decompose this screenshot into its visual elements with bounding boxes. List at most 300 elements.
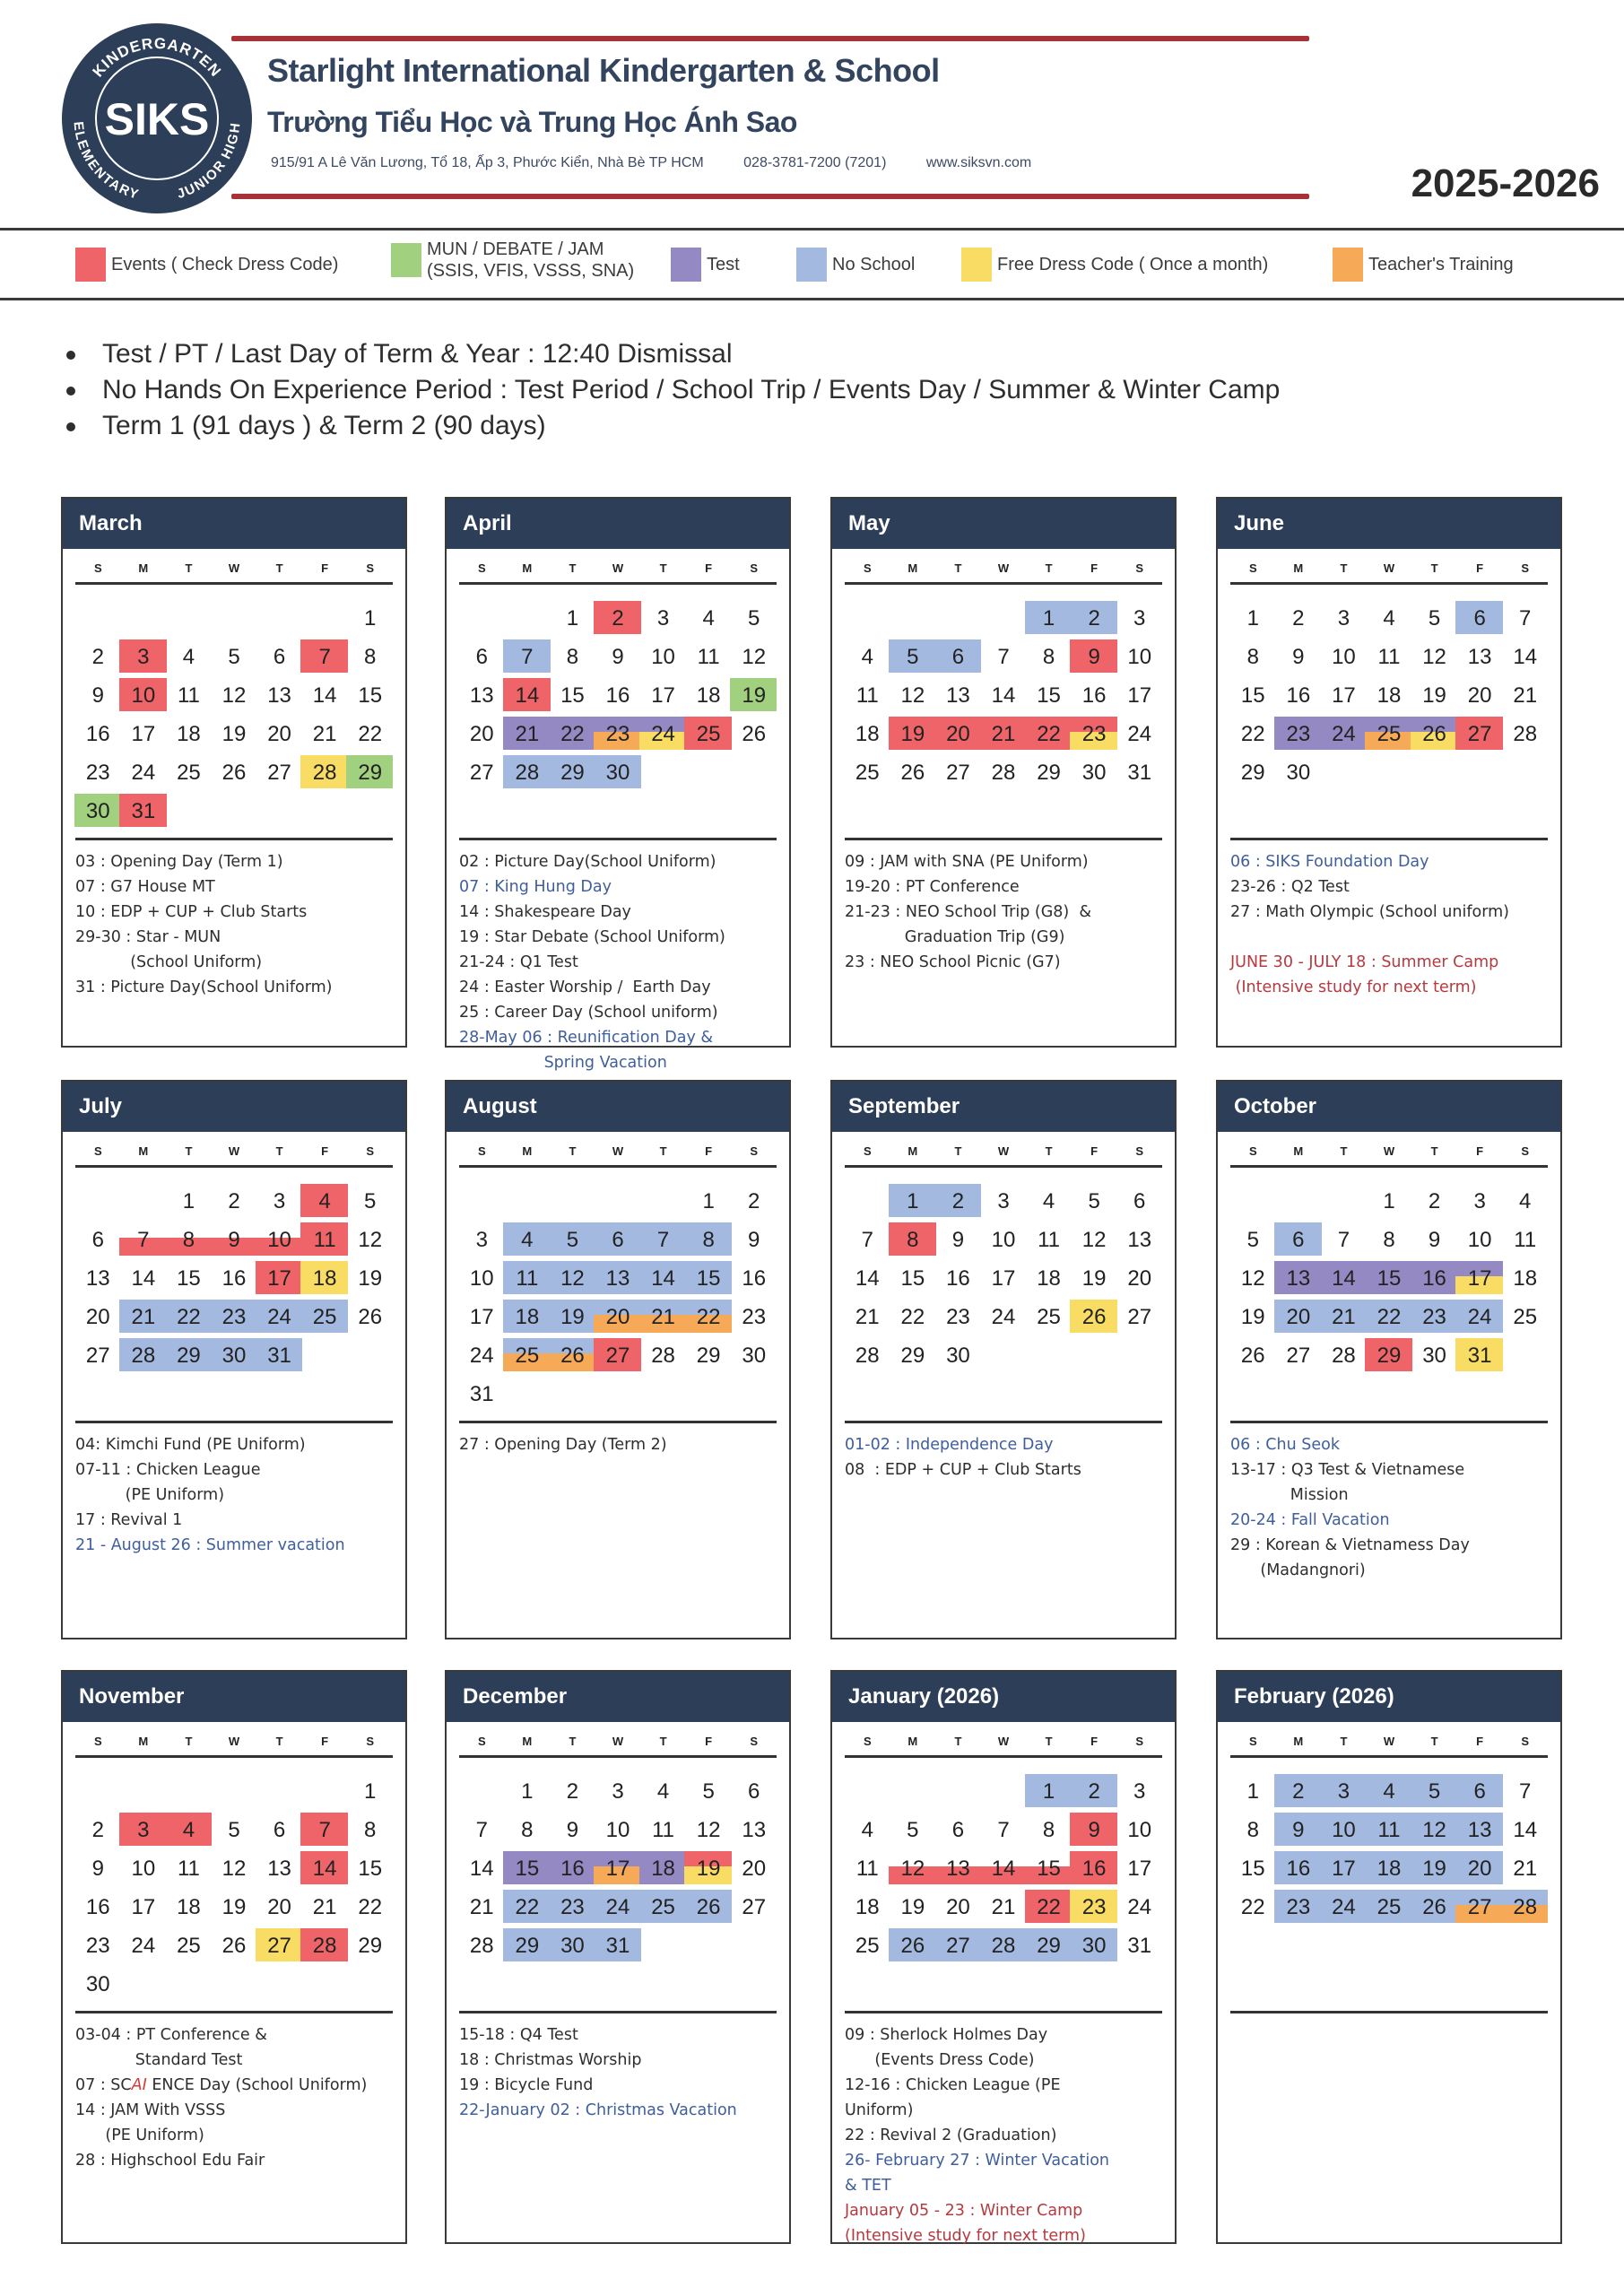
- weekday-label: F: [1476, 1735, 1484, 1748]
- day-cell: 19: [900, 1895, 925, 1919]
- event-line: 04: Kimchi Fund (PE Uniform): [75, 1436, 306, 1454]
- day-cell: 21: [515, 722, 540, 746]
- event-line: 28 : Highschool Edu Fair: [75, 2152, 265, 2170]
- logo-ring-left: ELEMENTARY: [70, 120, 141, 203]
- day-cell: 7: [475, 1818, 488, 1842]
- day-cell: 12: [560, 1266, 585, 1291]
- day-cell: 1: [702, 1189, 715, 1213]
- day-cell: 8: [566, 645, 579, 669]
- day-cell: 1: [1042, 1779, 1055, 1804]
- day-cell: 4: [182, 645, 195, 669]
- day-cell: 16: [85, 1895, 110, 1919]
- empty-cell: [166, 1772, 212, 1811]
- month-title: February (2026): [1218, 1672, 1560, 1722]
- logo-center-text: SIKS: [104, 94, 210, 144]
- day-cell: 28: [312, 1934, 337, 1958]
- day-cell: 8: [364, 645, 377, 669]
- day-cell: 23: [221, 1305, 247, 1329]
- note-item: Term 1 (91 days ) & Term 2 (90 days): [63, 408, 1280, 444]
- day-cell: 11: [313, 1228, 336, 1252]
- day-cell: 28: [651, 1344, 675, 1368]
- event-line: (PE Uniform): [75, 2126, 204, 2144]
- day-cell: 9: [1292, 1818, 1305, 1842]
- day-grid: [1230, 599, 1548, 831]
- event-line: 22 : Revival 2 (Graduation): [845, 2126, 1057, 2144]
- day-cell: 2: [1292, 606, 1305, 631]
- day-cell: 6: [475, 645, 488, 669]
- day-cell: 27: [1467, 1895, 1492, 1919]
- events-divider: [459, 1421, 777, 1423]
- day-cell: 1: [364, 606, 377, 631]
- day-cell: 21: [312, 1895, 337, 1919]
- day-grid: [1230, 1182, 1548, 1413]
- empty-cell: [302, 599, 348, 638]
- day-cell: 15: [900, 1266, 925, 1291]
- day-cell: 29: [1037, 1934, 1061, 1958]
- weekday-header: [845, 1144, 1162, 1168]
- event-line: Graduation Trip (G9): [845, 928, 1065, 946]
- events-list: [845, 849, 1162, 975]
- day-cell: 4: [702, 606, 715, 631]
- day-cell: 27: [946, 761, 970, 785]
- day-cell: 31: [131, 799, 156, 823]
- month-card: [1216, 497, 1562, 1048]
- day-cell: 17: [605, 1857, 630, 1881]
- event-line: 28-May 06 : Reunification Day &: [459, 1029, 714, 1047]
- day-cell: 19: [1422, 1857, 1446, 1881]
- day-cell: 5: [1428, 606, 1441, 631]
- day-cell: 24: [267, 1305, 291, 1329]
- day-cell: 16: [946, 1266, 970, 1291]
- weekday-label: W: [997, 1144, 1010, 1158]
- day-cell: 14: [855, 1266, 880, 1291]
- day-cell: 21: [1513, 683, 1538, 708]
- day-cell: 6: [1473, 1779, 1486, 1804]
- day-cell: 5: [364, 1189, 377, 1213]
- day-cell: 25: [651, 1895, 675, 1919]
- month-card: [61, 1670, 407, 2244]
- day-cell: 15: [560, 683, 585, 708]
- month-title: October: [1218, 1082, 1560, 1132]
- weekday-label: T: [1340, 1735, 1348, 1748]
- day-cell: 2: [951, 1189, 965, 1213]
- day-cell: 17: [1332, 1857, 1356, 1881]
- day-cell: 6: [612, 1228, 624, 1252]
- day-cell: 24: [131, 761, 156, 785]
- day-cell: 28: [991, 761, 1016, 785]
- events-list: [75, 849, 393, 1000]
- header-top-rule: [231, 36, 1309, 41]
- weekday-label: F: [1090, 561, 1099, 575]
- day-cell: 18: [1376, 1857, 1402, 1881]
- empty-cell: [75, 1772, 121, 1811]
- weekday-header: [845, 1735, 1162, 1758]
- month-title: April: [447, 499, 789, 549]
- legend-label: MUN / DEBATE / JAM (SSIS, VFIS, VSSS, SNA): [427, 239, 635, 281]
- day-cell: 20: [1467, 683, 1492, 708]
- day-cell: 10: [267, 1228, 291, 1252]
- day-cell: 26: [221, 761, 247, 785]
- day-cell: 4: [182, 1818, 195, 1842]
- empty-cell: [935, 599, 981, 638]
- month-title: March: [63, 499, 405, 549]
- weekday-label: T: [1430, 561, 1438, 575]
- day-cell: 13: [946, 683, 970, 708]
- empty-cell: [981, 1772, 1027, 1811]
- empty-cell: [505, 1182, 551, 1221]
- day-cell: 9: [1088, 1818, 1100, 1842]
- weekday-label: F: [705, 1735, 713, 1748]
- weekday-label: T: [1430, 1735, 1438, 1748]
- events-list: [845, 1432, 1162, 1483]
- empty-cell: [256, 1772, 302, 1811]
- day-cell: 5: [907, 645, 919, 669]
- weekday-label: M: [138, 1735, 149, 1748]
- day-cell: 10: [1127, 645, 1152, 669]
- day-cell: 25: [855, 1934, 880, 1958]
- event-line: 09 : Sherlock Holmes Day: [845, 2026, 1048, 2044]
- day-cell: 11: [177, 1857, 200, 1881]
- month-title: January (2026): [832, 1672, 1175, 1722]
- day-cell: 1: [1246, 1779, 1259, 1804]
- empty-cell: [550, 1182, 595, 1221]
- weekday-label: W: [612, 1144, 624, 1158]
- day-cell: 7: [137, 1228, 150, 1252]
- day-cell: 7: [656, 1228, 670, 1252]
- day-cell: 5: [748, 606, 760, 631]
- empty-cell: [890, 1772, 936, 1811]
- day-cell: 3: [137, 645, 150, 669]
- legend-item-mun: [391, 239, 634, 282]
- day-cell: 26: [900, 761, 925, 785]
- event-line: 29-30 : Star - MUN: [75, 928, 221, 946]
- day-cell: 13: [946, 1857, 970, 1881]
- empty-cell: [459, 1772, 505, 1811]
- weekday-label: S: [93, 1144, 102, 1158]
- events-list: [1230, 1432, 1548, 1583]
- day-cell: 6: [951, 645, 965, 669]
- day-cell: 21: [312, 722, 337, 746]
- event-line: 27 : Opening Day (Term 2): [459, 1436, 667, 1454]
- event-line: 20-24 : Fall Vacation: [1230, 1511, 1390, 1529]
- day-cell: 5: [907, 1818, 919, 1842]
- event-line: 13-17 : Q3 Test & Vietnamese: [1230, 1461, 1465, 1479]
- empty-cell: [302, 1772, 348, 1811]
- day-cell: 13: [85, 1266, 110, 1291]
- day-cell: 15: [1037, 1857, 1061, 1881]
- event-line: 03-04 : PT Conference &: [75, 2026, 267, 2044]
- day-cell: 5: [1246, 1228, 1259, 1252]
- day-cell: 8: [1042, 645, 1055, 669]
- day-cell: 26: [900, 1934, 925, 1958]
- day-cell: 23: [946, 1305, 970, 1329]
- note-item: No Hands On Experience Period : Test Period / School Trip / Events Day / Summer & Winter Camp: [63, 372, 1280, 408]
- empty-cell: [1321, 1182, 1367, 1221]
- day-cell: 8: [182, 1228, 195, 1252]
- weekday-label: T: [659, 1735, 667, 1748]
- events-list: [459, 849, 777, 1075]
- day-grid: [75, 1772, 393, 2004]
- weekday-label: F: [1476, 561, 1484, 575]
- weekday-label: S: [1521, 561, 1530, 575]
- day-cell: 23: [560, 1895, 585, 1919]
- day-cell: 15: [1240, 1857, 1265, 1881]
- day-cell: 10: [1127, 1818, 1152, 1842]
- weekday-header: [75, 561, 393, 585]
- day-cell: 26: [696, 1895, 721, 1919]
- day-grid: [459, 1772, 777, 2004]
- day-cell: 29: [560, 761, 585, 785]
- day-cell: 15: [1037, 683, 1061, 708]
- day-cell: 11: [855, 683, 879, 708]
- weekday-label: F: [321, 1735, 329, 1748]
- day-cell: 22: [1240, 1895, 1265, 1919]
- school-name-vietnamese: Trường Tiểu Học và Trung Học Ánh Sao: [267, 106, 797, 138]
- empty-cell: [981, 599, 1027, 638]
- day-cell: 3: [656, 606, 670, 631]
- day-cell: 24: [469, 1344, 494, 1368]
- day-cell: 14: [651, 1266, 675, 1291]
- event-line: (Intensive study for next term): [845, 2227, 1086, 2245]
- day-cell: 3: [475, 1228, 488, 1252]
- events-divider: [1230, 838, 1548, 840]
- day-cell: 29: [696, 1344, 721, 1368]
- day-cell: 5: [228, 1818, 240, 1842]
- month-title: June: [1218, 499, 1560, 549]
- day-cell: 11: [1514, 1228, 1537, 1252]
- day-cell: 18: [1376, 683, 1402, 708]
- weekday-label: S: [1135, 1144, 1144, 1158]
- day-cell: 20: [267, 1895, 291, 1919]
- weekday-label: T: [954, 561, 962, 575]
- day-cell: 3: [273, 1189, 286, 1213]
- day-cell: 28: [1513, 1895, 1538, 1919]
- day-cell: 7: [997, 645, 1010, 669]
- legend: [0, 231, 1624, 300]
- legend-label: Events ( Check Dress Code): [111, 255, 339, 274]
- day-grid: [845, 1772, 1162, 2004]
- day-cell: 5: [1088, 1189, 1100, 1213]
- event-line: (Madangnori): [1230, 1561, 1366, 1579]
- day-cell: 12: [221, 1857, 247, 1881]
- event-line: 09 : JAM with SNA (PE Uniform): [845, 853, 1089, 871]
- day-cell: 10: [605, 1818, 630, 1842]
- day-cell: 20: [267, 722, 291, 746]
- day-cell: 12: [900, 683, 925, 708]
- day-cell: 12: [1422, 645, 1446, 669]
- weekday-label: T: [275, 1735, 283, 1748]
- day-cell: 9: [748, 1228, 760, 1252]
- day-cell: 7: [318, 1818, 331, 1842]
- day-cell: 14: [131, 1266, 156, 1291]
- day-cell: 14: [469, 1857, 494, 1881]
- day-cell: 23: [1422, 1305, 1446, 1329]
- weekday-label: T: [1045, 1144, 1053, 1158]
- month-title: November: [63, 1672, 405, 1722]
- empty-cell: [845, 1772, 890, 1811]
- day-cell: 28: [1513, 722, 1538, 746]
- empty-cell: [212, 1772, 257, 1811]
- day-cell: 3: [1473, 1189, 1486, 1213]
- empty-cell: [121, 599, 167, 638]
- weekday-label: S: [1521, 1735, 1530, 1748]
- logo-ring-right: JUNIOR HIGH: [175, 122, 244, 203]
- legend-top-divider: [0, 228, 1624, 230]
- day-cell: 14: [991, 683, 1016, 708]
- day-cell: 18: [696, 683, 721, 708]
- day-cell: 2: [1088, 1779, 1100, 1804]
- events-divider: [845, 2011, 1162, 2013]
- day-cell: 25: [855, 761, 880, 785]
- day-cell: 21: [991, 722, 1016, 746]
- empty-cell: [212, 599, 257, 638]
- weekday-label: S: [366, 561, 375, 575]
- note-item: Test / PT / Last Day of Term & Year : 12:40 Dismissal: [63, 336, 1280, 372]
- day-cell: 7: [997, 1818, 1010, 1842]
- event-line: (School Uniform): [75, 953, 263, 971]
- event-line: 24 : Easter Worship / Earth Day: [459, 978, 711, 996]
- day-cell: 2: [228, 1189, 240, 1213]
- legend-item-events: [75, 248, 338, 282]
- empty-cell: [75, 599, 121, 638]
- day-cell: 12: [1081, 1228, 1107, 1252]
- event-line: January 05 - 23 : Winter Camp: [845, 2202, 1083, 2220]
- day-cell: 29: [1037, 761, 1061, 785]
- day-cell: 15: [1376, 1266, 1402, 1291]
- weekday-label: W: [228, 1735, 240, 1748]
- day-cell: 2: [566, 1779, 579, 1804]
- day-cell: 17: [1467, 1266, 1492, 1291]
- day-cell: 21: [1332, 1305, 1356, 1329]
- event-line: (PE Uniform): [75, 1486, 225, 1504]
- day-cell: 17: [1332, 683, 1356, 708]
- empty-cell: [890, 599, 936, 638]
- day-cell: 18: [312, 1266, 337, 1291]
- day-grid: [845, 599, 1162, 831]
- day-cell: 10: [131, 1857, 156, 1881]
- weekday-label: W: [228, 1144, 240, 1158]
- day-cell: 24: [1332, 722, 1356, 746]
- day-cell: 30: [605, 761, 630, 785]
- weekday-header: [459, 1144, 777, 1168]
- day-cell: 31: [267, 1344, 291, 1368]
- day-cell: 8: [702, 1228, 715, 1252]
- day-cell: 21: [1513, 1857, 1538, 1881]
- day-cell: 19: [358, 1266, 383, 1291]
- notes-list: [63, 336, 1280, 444]
- day-cell: 28: [312, 761, 337, 785]
- day-cell: 17: [131, 722, 156, 746]
- day-cell: 22: [1240, 722, 1265, 746]
- weekday-label: T: [659, 561, 667, 575]
- event-line: 07-11 : Chicken League: [75, 1461, 261, 1479]
- weekday-label: T: [569, 1144, 577, 1158]
- event-line: (Intensive study for next term): [1230, 978, 1477, 996]
- day-cell: 23: [1286, 722, 1311, 746]
- weekday-label: F: [321, 561, 329, 575]
- day-cell: 24: [605, 1895, 630, 1919]
- day-cell: 16: [1422, 1266, 1446, 1291]
- day-cell: 7: [521, 645, 534, 669]
- day-cell: 5: [228, 645, 240, 669]
- day-cell: 28: [515, 761, 540, 785]
- day-cell: 1: [364, 1779, 377, 1804]
- empty-cell: [75, 1182, 121, 1221]
- day-cell: 23: [85, 761, 110, 785]
- legend-bottom-divider: [0, 298, 1624, 300]
- day-cell: 22: [696, 1305, 721, 1329]
- day-cell: 24: [1332, 1895, 1356, 1919]
- day-cell: 24: [651, 722, 675, 746]
- day-cell: 20: [946, 1895, 970, 1919]
- event-line: [75, 2073, 393, 2098]
- weekday-label: S: [366, 1144, 375, 1158]
- day-cell: 22: [358, 722, 383, 746]
- event-line: Uniform): [845, 2101, 914, 2119]
- day-grid: [1230, 1772, 1548, 2004]
- day-cell: 11: [516, 1266, 539, 1291]
- weekday-label: S: [93, 1735, 102, 1748]
- day-cell: 21: [651, 1305, 675, 1329]
- day-cell: 21: [469, 1895, 494, 1919]
- day-cell: 19: [742, 683, 767, 708]
- day-cell: 17: [469, 1305, 494, 1329]
- day-cell: 11: [652, 1818, 675, 1842]
- logo-ring-top: KINDERGARTEN: [89, 34, 225, 81]
- event-line: 23-26 : Q2 Test: [1230, 878, 1350, 896]
- weekday-label: S: [750, 1144, 759, 1158]
- month-title: September: [832, 1082, 1175, 1132]
- day-grid: [75, 1182, 393, 1413]
- weekday-label: T: [569, 1735, 577, 1748]
- day-cell: 14: [515, 683, 540, 708]
- day-cell: 25: [1513, 1305, 1538, 1329]
- day-cell: 13: [267, 683, 291, 708]
- day-cell: 30: [1286, 761, 1311, 785]
- event-line: 15-18 : Q4 Test: [459, 2026, 578, 2044]
- day-cell: 17: [1127, 683, 1152, 708]
- event-line: 06 : SIKS Foundation Day: [1230, 853, 1429, 871]
- day-cell: 30: [1422, 1344, 1446, 1368]
- day-cell: 10: [469, 1266, 494, 1291]
- legend-label: Teacher's Training: [1368, 255, 1514, 274]
- day-cell: 6: [951, 1818, 965, 1842]
- day-cell: 5: [566, 1228, 579, 1252]
- day-cell: 23: [605, 722, 630, 746]
- day-cell: 27: [946, 1934, 970, 1958]
- legend-item-no-school: [796, 248, 915, 282]
- day-cell: 3: [1133, 1779, 1146, 1804]
- website-link[interactable]: www.siksvn.com: [925, 155, 1032, 170]
- weekday-header: [845, 561, 1162, 585]
- day-cell: 8: [907, 1228, 919, 1252]
- event-line: 19 : Star Debate (School Uniform): [459, 928, 725, 946]
- weekday-label: F: [1090, 1144, 1099, 1158]
- day-cell: 24: [1467, 1305, 1492, 1329]
- weekday-header: [1230, 561, 1548, 585]
- weekday-label: S: [1248, 561, 1257, 575]
- event-line: 18 : Christmas Worship: [459, 2051, 642, 2069]
- events-divider: [75, 2011, 393, 2013]
- day-cell: 9: [1292, 645, 1305, 669]
- empty-cell: [459, 1182, 505, 1221]
- day-cell: 25: [1376, 1895, 1402, 1919]
- day-cell: 10: [1332, 645, 1356, 669]
- day-cell: 2: [1088, 606, 1100, 631]
- month-card: [830, 1670, 1177, 2244]
- day-cell: 12: [900, 1857, 925, 1881]
- events-list: [1230, 849, 1548, 1000]
